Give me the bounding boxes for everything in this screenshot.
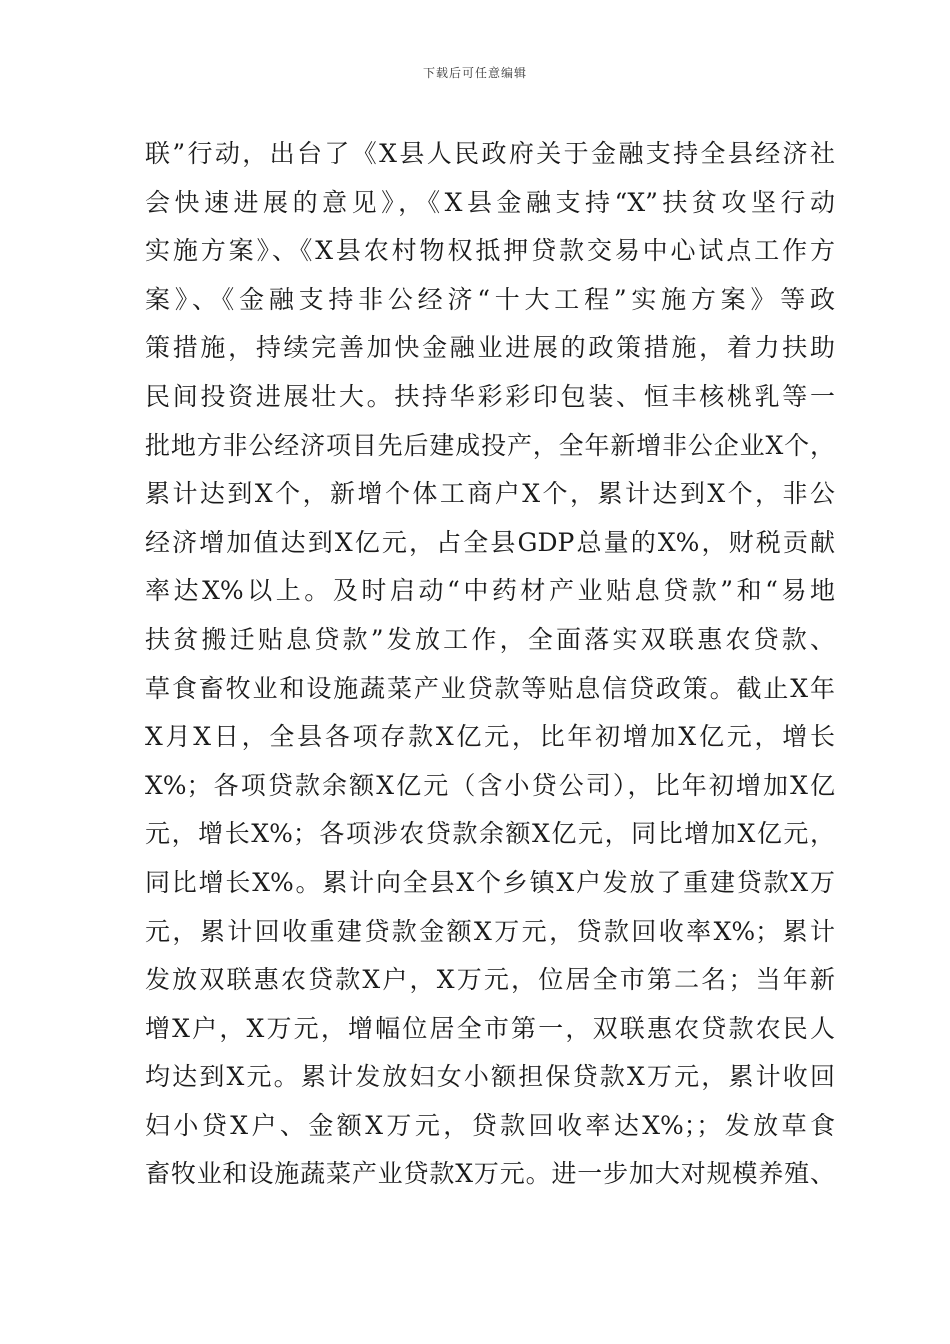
paragraph-line: 增X户，X万元，增幅位居全市第一，双联惠农贷款农民人: [145, 1013, 835, 1043]
paragraph-line: 累计达到X个，新增个体工商户X个，累计达到X个，非公: [145, 479, 835, 509]
paragraph-line: 均达到X元。累计发放妇女小额担保贷款X万元，累计收回: [145, 1062, 835, 1092]
paragraph-line: 元，累计回收重建贷款金额X万元，贷款回收率X%；累计: [145, 916, 835, 946]
paragraph-line: 草食畜牧业和设施蔬菜产业贷款等贴息信贷政策。截止X年: [145, 673, 835, 703]
paragraph-line: X%；各项贷款余额X亿元（含小贷公司），比年初增加X亿: [145, 770, 835, 800]
page-header: 下载后可任意编辑: [422, 66, 527, 80]
paragraph-line: 联”行动，出台了《X县人民政府关于金融支持全县经济社: [145, 139, 835, 168]
paragraph-line: 畜牧业和设施蔬菜产业贷款X万元。进一步加大对规模养殖、: [145, 1159, 835, 1189]
paragraph-line: 发放双联惠农贷款X户，X万元，位居全市第二名；当年新: [145, 965, 835, 995]
document-body: [145, 130, 835, 1199]
paragraph-line: 民间投资进展壮大。扶持华彩彩印包装、恒丰核桃乳等一: [145, 381, 835, 411]
paragraph-line: 实施方案》、《X县农村物权抵押贷款交易中心试点工作方: [145, 236, 835, 266]
paragraph-line: 策措施，持续完善加快金融业进展的政策措施，着力扶助: [145, 333, 835, 363]
paragraph-line: 会快速进展的意见》，《X县金融支持“X”扶贫攻坚行动: [145, 187, 835, 217]
paragraph-line: 案》、《金融支持非公经济“十大工程”实施方案》等政: [145, 284, 835, 314]
paragraph-line: 率达X%以上。及时启动“中药材产业贴息贷款”和“易地: [145, 576, 835, 606]
paragraph-line: 扶贫搬迁贴息贷款”发放工作，全面落实双联惠农贷款、: [145, 624, 835, 654]
paragraph-line: 同比增长X%。累计向全县X个乡镇X户发放了重建贷款X万: [145, 867, 835, 897]
paragraph-line: 妇小贷X户、金额X万元，贷款回收率达X%；；发放草食: [145, 1110, 835, 1140]
paragraph-line: X月X日，全县各项存款X亿元，比年初增加X亿元，增长: [145, 722, 835, 752]
paragraph-line: 经济增加值达到X亿元，占全县GDP总量的X%，财税贡献: [145, 527, 835, 557]
paragraph-line: 批地方非公经济项目先后建成投产，全年新增非公企业X个，: [145, 430, 835, 460]
paragraph-line: 元，增长X%；各项涉农贷款余额X亿元，同比增加X亿元，: [145, 819, 835, 849]
